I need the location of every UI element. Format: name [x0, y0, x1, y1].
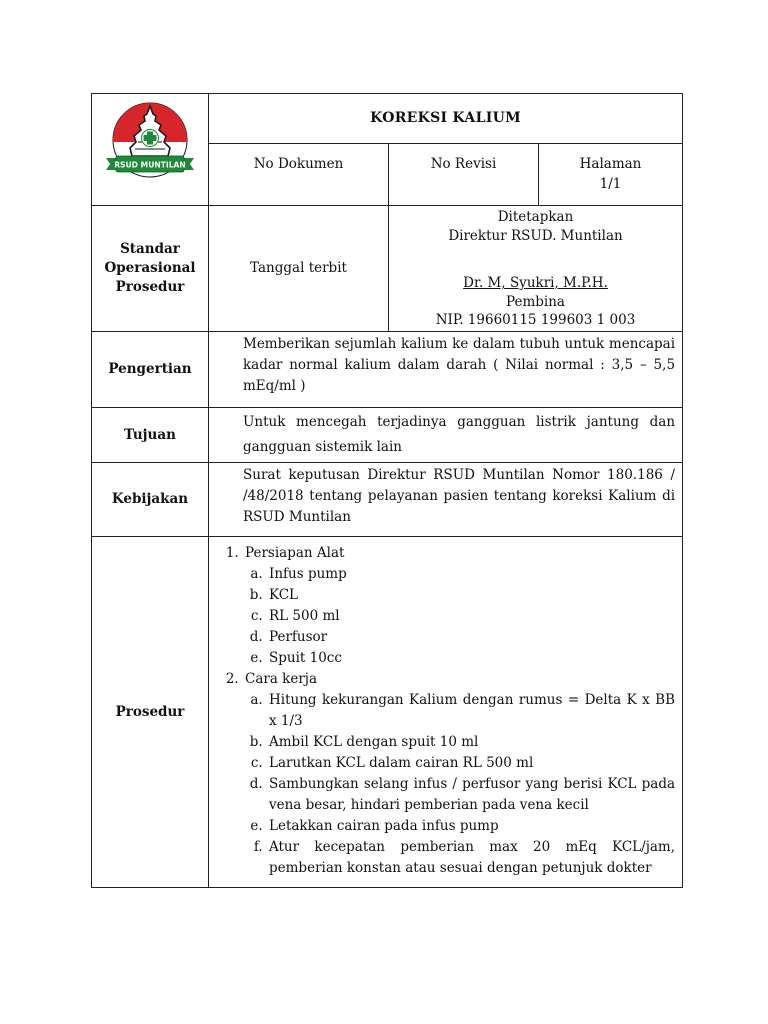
prosedur-label: Prosedur [92, 537, 209, 888]
logo-cell [92, 94, 209, 206]
document-title: KOREKSI KALIUM [209, 94, 683, 144]
step-persiapan-alat [243, 543, 675, 669]
no-revisi-cell [389, 144, 539, 206]
sop-label-line2: Operasional [104, 260, 196, 276]
step2-items [245, 690, 675, 879]
tujuan-text: Untuk mencegah terjadinya gangguan listrik jantung dan gangguan sistemik lain [209, 408, 683, 463]
director-title: Direktur RSUD. Muntilan [448, 227, 623, 244]
list-item: e. Letakkan cairan pada infus pump [267, 816, 675, 837]
list-item: d. Perfusor [267, 627, 675, 648]
no-dokumen-label: No Dokumen [253, 156, 344, 173]
approval-cell [389, 206, 683, 332]
signer-rank: Pembina [506, 293, 565, 310]
kebijakan-text: Surat keputusan Direktur RSUD Muntilan Nomor 180.186 / /48/2018 tentang pelayanan pasien tentang koreksi Kalium di RSUD Muntilan [209, 463, 683, 537]
logo-text: RSUD MUNTILAN [114, 160, 186, 170]
sop-label-line1: Standar [120, 241, 180, 257]
list-item: b. Ambil KCL dengan spuit 10 ml [267, 732, 675, 753]
sop-label-cell [92, 206, 209, 332]
list-item: f. Atur kecepatan pemberian max 20 mEq KCL/jam, pemberian konstan atau sesuai dengan petunjuk dokter [267, 837, 675, 879]
step2-title: Cara kerja [245, 671, 318, 687]
list-item: c. RL 500 ml [267, 606, 675, 627]
list-item: d. Sambungkan selang infus / perfusor yang berisi KCL pada vena besar, hindari pemberian pada vena kecil [267, 774, 675, 816]
tujuan-label: Tujuan [92, 408, 209, 463]
halaman-cell [539, 144, 683, 206]
step-cara-kerja [243, 669, 675, 879]
list-item: b. KCL [267, 585, 675, 606]
kebijakan-label: Kebijakan [92, 463, 209, 537]
ditetapkan-label: Ditetapkan [497, 209, 574, 225]
list-item: a. Hitung kekurangan Kalium dengan rumus = Delta K x BB x 1/3 [267, 690, 675, 732]
signer-nip: NIP. 19660115 199603 1 003 [435, 312, 636, 328]
tanggal-terbit-label: Tanggal terbit [250, 260, 347, 276]
step1-title: Persiapan Alat [245, 545, 345, 561]
no-revisi-label: No Revisi [430, 156, 497, 173]
prosedur-steps [219, 543, 675, 879]
no-dokumen-cell [209, 144, 389, 206]
list-item: a. Infus pump [267, 564, 675, 585]
pengertian-label: Pengertian [92, 332, 209, 408]
tanggal-terbit-cell [209, 206, 389, 332]
pengertian-text: Memberikan sejumlah kalium ke dalam tubuh untuk mencapai kadar normal kalium dalam darah ( Nilai normal : 3,5 – 5,5 mEq/ml ) [209, 332, 683, 408]
rsud-muntilan-logo [98, 94, 202, 198]
list-item: e. Spuit 10cc [267, 648, 675, 669]
sop-document [91, 93, 682, 888]
halaman-label: Halaman [579, 156, 642, 173]
sop-label-line3: Prosedur [115, 279, 185, 295]
list-item: c. Larutkan KCL dalam cairan RL 500 ml [267, 753, 675, 774]
sop-table [91, 93, 683, 888]
prosedur-content [209, 537, 683, 888]
signer-name: Dr. M, Syukri, M.P.H. [463, 275, 608, 291]
halaman-value: 1/1 [599, 176, 622, 193]
step1-items [245, 564, 675, 669]
